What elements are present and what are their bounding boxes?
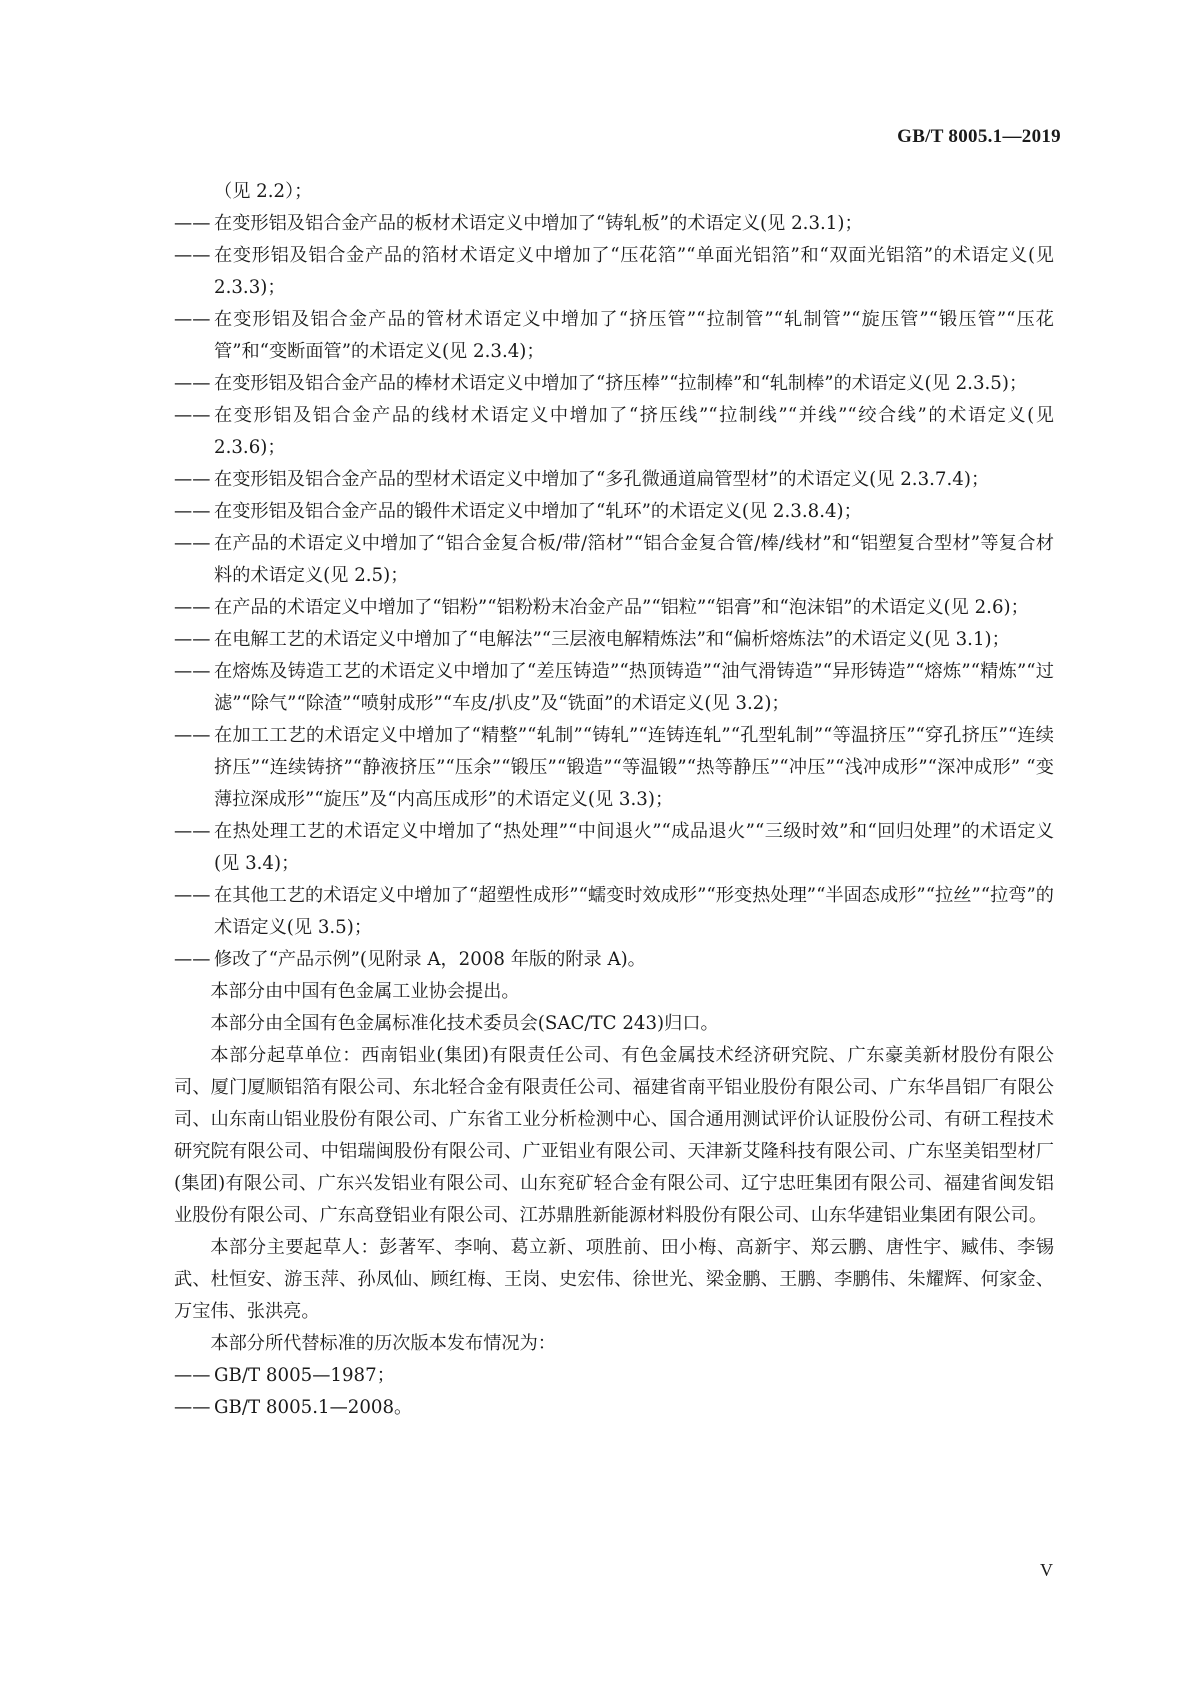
continuation-line: （见 2.2）； (214, 181, 313, 202)
change-item-text: 在变形铝及铝合金产品的线材术语定义中增加了“挤压线”“拉制线”“并线”“绞合线”的术语定义(见 2.3.6)； (214, 405, 1054, 458)
change-item (174, 368, 1054, 400)
change-item (174, 208, 1054, 240)
item-dash: —— (174, 373, 211, 394)
change-item-text: 在变形铝及铝合金产品的管材术语定义中增加了“挤压管”“拉制管”“轧制管”“旋压管”“锻压管”“压花管”和“变断面管”的术语定义(见 2.3.4)； (214, 309, 1054, 362)
item-dash: —— (174, 245, 211, 266)
change-item-text: 在熔炼及铸造工艺的术语定义中增加了“差压铸造”“热顶铸造”“油气滑铸造”“异形铸造”“熔炼”“精炼”“过滤”“除气”“除渣”“喷射成形”“车皮/扒皮”及“铣面”的术语定义(见 3.2)； (214, 661, 1054, 714)
item-dash: —— (174, 1397, 211, 1418)
item-dash: —— (174, 885, 211, 906)
item-dash: —— (174, 213, 211, 234)
change-item (174, 304, 1054, 368)
change-item-text: 在产品的术语定义中增加了“铝粉”“铝粉粉末冶金产品”“铝粒”“铝膏”和“泡沫铝”的术语定义(见 2.6)； (214, 597, 1029, 618)
change-item (174, 496, 1054, 528)
history-item-text: GB/T 8005.1—2008。 (214, 1397, 413, 1418)
change-item (174, 816, 1054, 880)
page-number: V (1040, 1560, 1053, 1580)
foreword-content (174, 176, 1054, 1424)
change-item-text: 在加工工艺的术语定义中增加了“精整”“轧制”“铸轧”“连铸连轧”“孔型轧制”“等温挤压”“穿孔挤压”“连续挤压”“连续铸挤”“静液挤压”“压余”“锻压”“锻造”“等温锻”“热等静压”“冲压”“浅冲成形”“深冲成形” “变薄拉深成形”“旋压”及“内高压成形”的术语定义(见 3.3)； (214, 725, 1054, 810)
history-item (174, 1392, 1054, 1424)
change-item-text: 在变形铝及铝合金产品的棒材术语定义中增加了“挤压棒”“拉制棒”和“轧制棒”的术语定义(见 2.3.5)； (214, 373, 1028, 394)
item-dash: —— (174, 309, 211, 330)
history-item (174, 1360, 1054, 1392)
item-dash: —— (174, 725, 211, 746)
history-item-text: GB/T 8005—1987； (214, 1365, 395, 1386)
change-item (174, 400, 1054, 464)
item-dash: —— (174, 949, 211, 970)
item-dash: —— (174, 629, 211, 650)
change-item-text: 修改了“产品示例”(见附录 A，2008 年版的附录 A)。 (214, 949, 646, 970)
change-item (174, 880, 1054, 944)
change-item (174, 528, 1054, 592)
item-dash: —— (174, 501, 211, 522)
change-item (174, 656, 1054, 720)
change-item (174, 240, 1054, 304)
proposed-by-paragraph: 本部分由中国有色金属工业协会提出。 (210, 981, 520, 1002)
change-item-text: 在变形铝及铝合金产品的锻件术语定义中增加了“轧环”的术语定义(见 2.3.8.4)； (214, 501, 862, 522)
history-intro-paragraph: 本部分所代替标准的历次版本发布情况为： (210, 1333, 556, 1354)
item-dash: —— (174, 1365, 211, 1386)
item-dash: —— (174, 661, 211, 682)
standard-number-header: GB/T 8005.1—2019 (897, 126, 1061, 147)
change-item-text: 在变形铝及铝合金产品的板材术语定义中增加了“铸轧板”的术语定义(见 2.3.1)； (214, 213, 863, 234)
drafting-units-paragraph: 本部分起草单位：西南铝业(集团)有限责任公司、有色金属技术经济研究院、广东豪美新材股份有限公司、厦门厦顺铝箔有限公司、东北轻合金有限责任公司、福建省南平铝业股份有限公司、广东华昌铝厂有限公司、山东南山铝业股份有限公司、广东省工业分析检测中心、国合通用测试评价认证股份公司、有研工程技术研究院有限公司、中铝瑞闽股份有限公司、广亚铝业有限公司、天津新艾隆科技有限公司、广东坚美铝型材厂(集团)有限公司、广东兴发铝业有限公司、山东兖矿轻合金有限公司、辽宁忠旺集团有限公司、福建省闽发铝业股份有限公司、广东高登铝业有限公司、江苏鼎胜新能源材料股份有限公司、山东华建铝业集团有限公司。 (174, 1045, 1054, 1226)
change-item-text: 在电解工艺的术语定义中增加了“电解法”“三层液电解精炼法”和“偏析熔炼法”的术语定义(见 3.1)； (214, 629, 1010, 650)
change-item (174, 464, 1054, 496)
change-item-text: 在热处理工艺的术语定义中增加了“热处理”“中间退火”“成品退火”“三级时效”和“回归处理”的术语定义(见 3.4)； (214, 821, 1054, 874)
drafters-paragraph: 本部分主要起草人：彭著军、李响、葛立新、项胜前、田小梅、高新宇、郑云鹏、唐性宇、臧伟、李锡武、杜恒安、游玉萍、孙凤仙、顾红梅、王岗、史宏伟、徐世光、梁金鹏、王鹏、李鹏伟、朱耀辉、何家金、万宝伟、张洪亮。 (174, 1237, 1054, 1322)
item-dash: —— (174, 821, 211, 842)
change-item-text: 在产品的术语定义中增加了“铝合金复合板/带/箔材”“铝合金复合管/棒/线材”和“铝塑复合型材”等复合材料的术语定义(见 2.5)； (214, 533, 1054, 586)
centralized-by-paragraph: 本部分由全国有色金属标准化技术委员会(SAC/TC 243)归口。 (210, 1013, 719, 1034)
change-item-text: 在变形铝及铝合金产品的箔材术语定义中增加了“压花箔”“单面光铝箔”和“双面光铝箔”的术语定义(见 2.3.3)； (214, 245, 1054, 298)
change-item (174, 624, 1054, 656)
change-item (174, 720, 1054, 816)
item-dash: —— (174, 469, 211, 490)
change-item-text: 在变形铝及铝合金产品的型材术语定义中增加了“多孔微通道扁管型材”的术语定义(见 2.3.7.4)； (214, 469, 990, 490)
change-item-text: 在其他工艺的术语定义中增加了“超塑性成形”“蠕变时效成形”“形变热处理”“半固态成形”“拉丝”“拉弯”的术语定义(见 3.5)； (214, 885, 1054, 938)
change-item (174, 592, 1054, 624)
item-dash: —— (174, 405, 211, 426)
item-dash: —— (174, 597, 211, 618)
item-dash: —— (174, 533, 211, 554)
change-item (174, 944, 1054, 976)
